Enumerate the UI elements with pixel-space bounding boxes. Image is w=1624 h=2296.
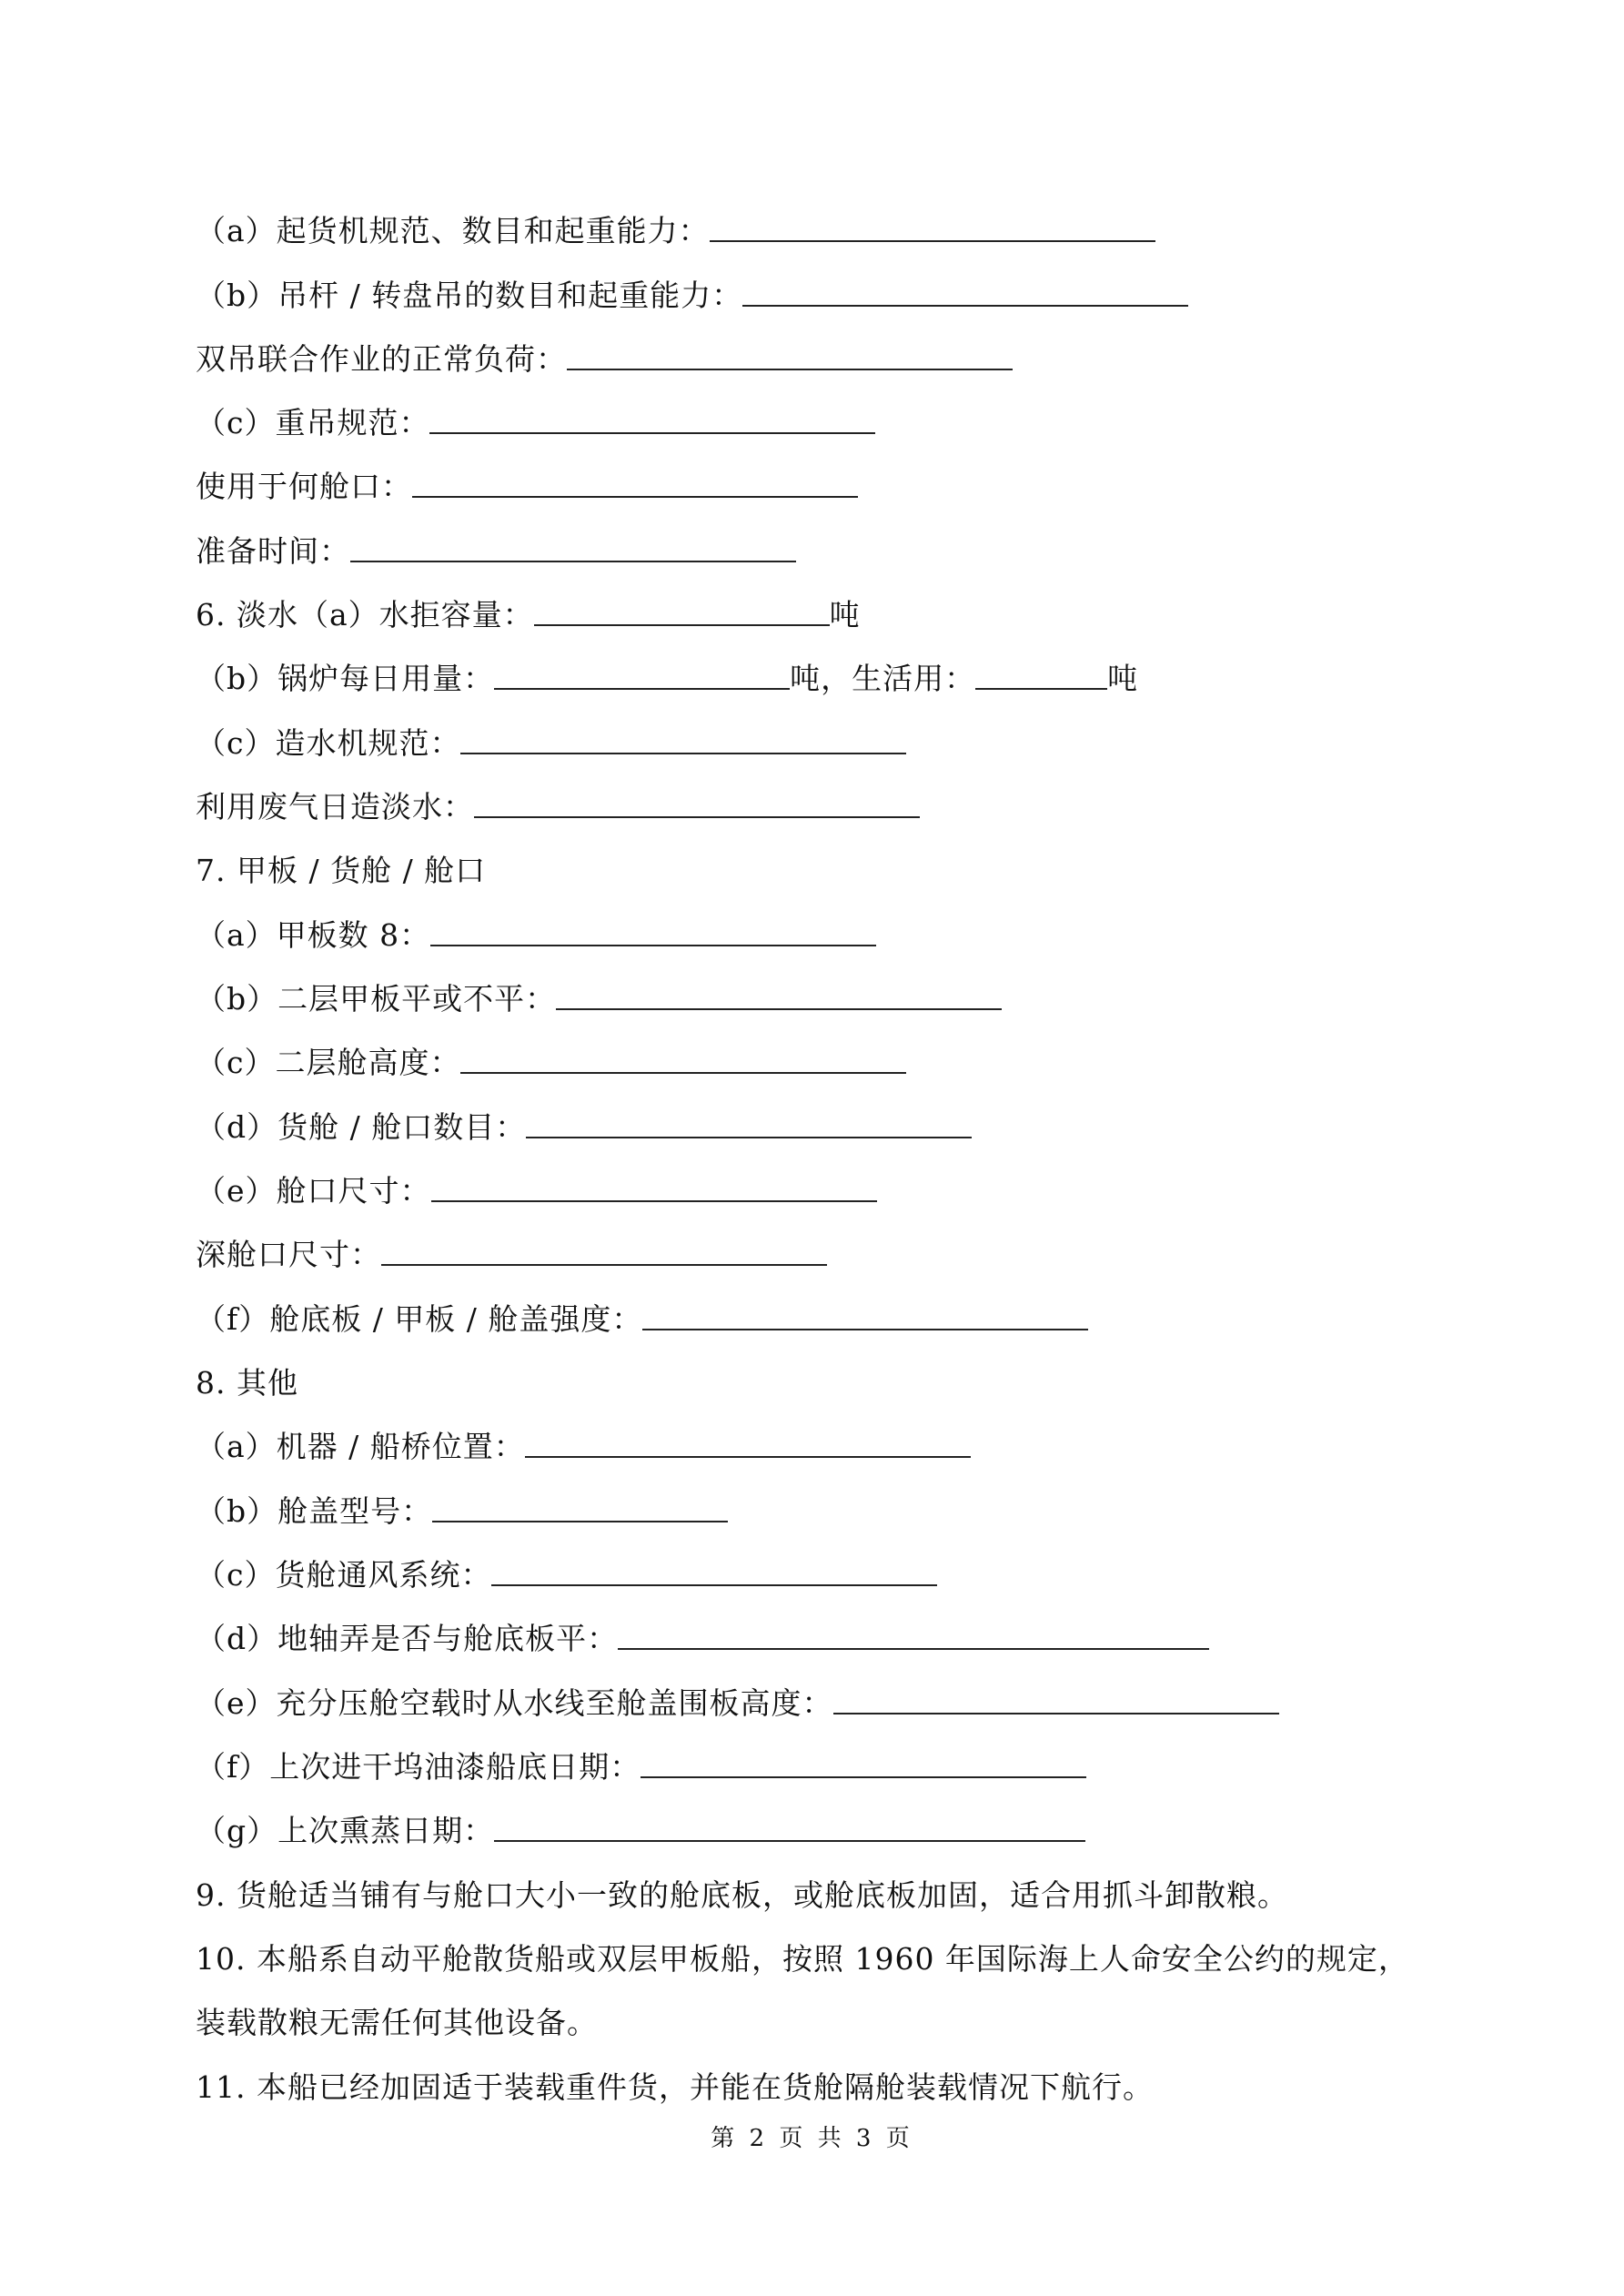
clause-9 bbox=[196, 1870, 1288, 1921]
field-fresh-water-capacity bbox=[196, 590, 861, 641]
fill-blank[interactable] bbox=[412, 461, 858, 498]
fill-blank[interactable] bbox=[975, 653, 1107, 690]
fill-blank[interactable] bbox=[556, 974, 1002, 1010]
fill-blank[interactable] bbox=[494, 653, 790, 690]
fill-blank[interactable] bbox=[525, 1421, 971, 1458]
page-number-footer: 第 2 页 共 3 页 bbox=[711, 2125, 913, 2152]
field-label: （a）机器 / 船桥位置： bbox=[196, 1429, 525, 1464]
clause-text: 10. 本船系自动平舱散货船或双层甲板船，按照 1960 年国际海上人命安全公约的规定， bbox=[196, 1941, 1409, 1977]
field-tween-deck-height bbox=[196, 1037, 906, 1088]
field-label: （f）上次进干坞油漆船底日期： bbox=[196, 1749, 641, 1785]
fill-blank[interactable] bbox=[430, 910, 876, 946]
fill-blank[interactable] bbox=[431, 1166, 877, 1202]
clause-10-continued bbox=[196, 1998, 598, 2048]
field-label: （b）舱盖型号： bbox=[196, 1493, 433, 1529]
clause-10 bbox=[196, 1934, 1409, 1985]
fill-blank[interactable] bbox=[494, 1805, 1085, 1842]
section-heading-other bbox=[196, 1358, 298, 1409]
field-label: （c）货舱通风系统： bbox=[196, 1557, 492, 1593]
field-hold-hatch-count bbox=[196, 1102, 972, 1153]
field-boiler-daily-use bbox=[196, 653, 1138, 704]
field-label: （g）上次熏蒸日期： bbox=[196, 1813, 495, 1848]
field-label: （b）锅炉每日用量： bbox=[196, 661, 495, 696]
fill-blank[interactable] bbox=[429, 398, 875, 434]
field-label: 吨，生活用： bbox=[790, 661, 976, 696]
field-label: （b）二层甲板平或不平： bbox=[196, 981, 557, 1017]
fill-blank[interactable] bbox=[491, 1550, 937, 1586]
section-title: 7. 甲板 / 货舱 / 舱口 bbox=[196, 853, 487, 888]
field-label: （b）吊杆 / 转盘吊的数目和起重能力： bbox=[196, 278, 743, 313]
field-label: 准备时间： bbox=[196, 533, 350, 569]
field-deck-count bbox=[196, 910, 876, 961]
field-label: （c）造水机规范： bbox=[196, 725, 461, 761]
field-label: （d）货舱 / 舱口数目： bbox=[196, 1109, 527, 1145]
clause-text: 11. 本船已经加固适于装载重件货，并能在货舱隔舱装载情况下航行。 bbox=[196, 2069, 1154, 2105]
field-label: 6. 淡水（a）水拒容量： bbox=[196, 597, 534, 632]
fill-blank[interactable] bbox=[567, 334, 1013, 370]
fill-blank[interactable] bbox=[460, 1037, 906, 1074]
field-tween-deck-flat bbox=[196, 974, 1002, 1025]
field-label: （f）舱底板 / 甲板 / 舱盖强度： bbox=[196, 1301, 643, 1337]
field-label: 使用于何舱口： bbox=[196, 469, 412, 504]
field-hold-ventilation bbox=[196, 1550, 937, 1601]
unit-label: 吨 bbox=[829, 597, 861, 632]
field-hatch-used bbox=[196, 461, 858, 512]
field-hatch-size bbox=[196, 1166, 877, 1217]
field-label: 利用废气日造淡水： bbox=[196, 789, 474, 824]
fill-blank[interactable] bbox=[618, 1613, 1209, 1650]
clause-text: 9. 货舱适当铺有与舱口大小一致的舱底板，或舱底板加固，适合用抓斗卸散粮。 bbox=[196, 1877, 1288, 1913]
fill-blank[interactable] bbox=[642, 1294, 1088, 1330]
field-deep-hatch-size bbox=[196, 1229, 827, 1280]
field-label: （e）舱口尺寸： bbox=[196, 1173, 431, 1209]
field-exhaust-fresh-water bbox=[196, 782, 920, 833]
fill-blank[interactable] bbox=[350, 526, 796, 562]
field-derrick-capacity bbox=[196, 270, 1188, 321]
field-waterline-to-coaming bbox=[196, 1678, 1279, 1729]
field-last-fumigation-date bbox=[196, 1805, 1085, 1856]
field-evaporator-specs bbox=[196, 718, 906, 769]
clause-text: 装载散粮无需任何其他设备。 bbox=[196, 2005, 598, 2040]
field-label: 深舱口尺寸： bbox=[196, 1237, 381, 1272]
field-label: （c）二层舱高度： bbox=[196, 1045, 461, 1080]
fill-blank[interactable] bbox=[432, 1486, 728, 1522]
clause-11 bbox=[196, 2062, 1154, 2113]
field-union-purchase-load bbox=[196, 334, 1013, 385]
field-label: 双吊联合作业的正常负荷： bbox=[196, 341, 567, 377]
fill-blank[interactable] bbox=[381, 1229, 827, 1266]
field-shaft-tunnel-flush bbox=[196, 1613, 1209, 1664]
fill-blank[interactable] bbox=[710, 206, 1155, 242]
unit-label: 吨 bbox=[1107, 661, 1139, 696]
fill-blank[interactable] bbox=[641, 1742, 1086, 1778]
fill-blank[interactable] bbox=[742, 270, 1188, 307]
fill-blank[interactable] bbox=[460, 718, 906, 754]
field-label: （c）重吊规范： bbox=[196, 405, 430, 440]
field-hatch-cover-type bbox=[196, 1486, 728, 1537]
fill-blank[interactable] bbox=[534, 590, 830, 626]
field-crane-specs bbox=[196, 206, 1155, 257]
section-title: 8. 其他 bbox=[196, 1365, 298, 1401]
section-heading-deck bbox=[196, 845, 486, 896]
field-heavy-lift-specs bbox=[196, 398, 875, 449]
field-preparation-time bbox=[196, 526, 796, 577]
fill-blank[interactable] bbox=[833, 1678, 1279, 1714]
field-label: （a）甲板数 8： bbox=[196, 917, 431, 953]
field-label: （e）充分压舱空载时从水线至舱盖围板高度： bbox=[196, 1685, 833, 1721]
field-label: （d）地轴弄是否与舱底板平： bbox=[196, 1621, 619, 1656]
field-label: （a）起货机规范、数目和起重能力： bbox=[196, 213, 710, 248]
fill-blank[interactable] bbox=[526, 1102, 972, 1138]
field-machinery-bridge-position bbox=[196, 1421, 971, 1472]
fill-blank[interactable] bbox=[474, 782, 920, 818]
field-floor-strength bbox=[196, 1294, 1088, 1345]
field-last-drydock-date bbox=[196, 1742, 1086, 1793]
